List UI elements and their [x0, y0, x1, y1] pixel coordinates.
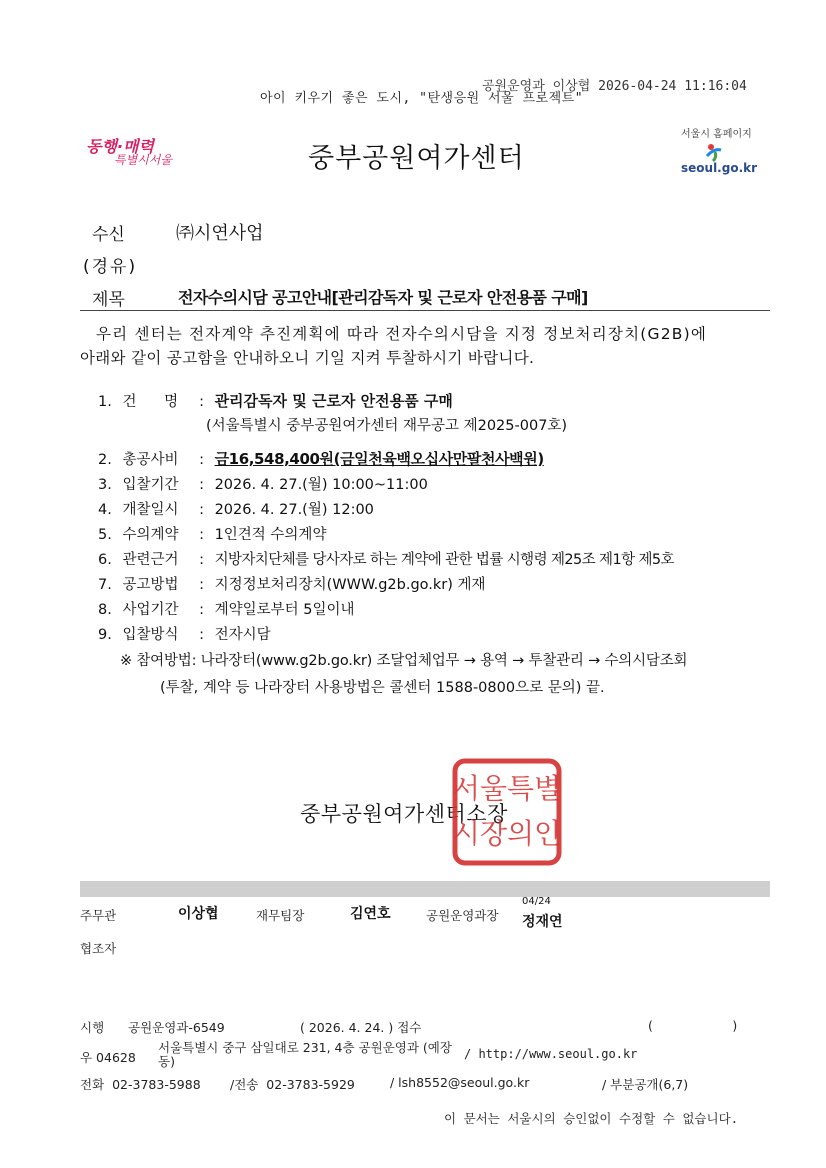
- intro-line-1: 우리 센터는 전자계약 추진계획에 따라 전자수의시담을 지정 정보처리장치(G2B)에: [96, 325, 708, 343]
- zip-code: 우 04628: [80, 1050, 136, 1065]
- via-label: (경유): [83, 257, 138, 277]
- seoul-symbol-icon: [703, 140, 725, 162]
- item-number: 9.: [98, 627, 112, 643]
- recipient-value: ㈜시연사업: [176, 223, 264, 244]
- enforce-date: ( 2026. 4. 24. ) 접수: [300, 1020, 422, 1035]
- homepage-caption: 서울시 홈페이지: [681, 129, 752, 140]
- logo-line-2: 특별시서울: [114, 153, 172, 167]
- approver-2-title: 재무팀장: [256, 908, 305, 923]
- subject-label: 제목: [92, 290, 125, 310]
- intro-line-2: 아래와 같이 공고함을 안내하오니 기일 지켜 투찰하시기 바랍니다.: [80, 349, 535, 367]
- item-value: 2026. 4. 27.(월) 10:00~11:00: [214, 477, 428, 493]
- item-value: 지방자치단체를 당사자로 하는 계약에 관한 법률 시행령 제25조 제1항 제5호: [214, 552, 674, 568]
- svg-text:시장의인: 시장의인: [452, 817, 562, 850]
- item-7: 7. 공고방법 : 지정정보처리장치(WWW.g2b.go.kr) 게재: [98, 573, 486, 594]
- item-value: 2026. 4. 27.(월) 12:00: [214, 502, 374, 518]
- item-8: 8. 사업기간 : 계약일로부터 5일이내: [98, 598, 354, 619]
- slogan: 아이 키우기 좋은 도시, "탄생응원 서울 프로젝트": [260, 91, 584, 106]
- subject-divider: [80, 310, 770, 311]
- address: 서울특별시 중구 삼일대로 231, 4층 공원운영과 (예장동): [158, 1040, 452, 1069]
- note-line-1: ※ 참여방법: 나라장터(www.g2b.go.kr) 조달업체업무 → 용역 → 투찰관리 → 수의시담조회: [120, 653, 688, 669]
- item-label: 공고방법: [122, 577, 179, 593]
- approver-1-name: 이상협: [178, 906, 219, 922]
- item-number: 6.: [98, 552, 112, 568]
- item-9: 9. 입찰방식 : 전자시담: [98, 623, 271, 644]
- note-line-2: (투찰, 계약 등 나라장터 사용방법은 콜센터 1588-0800으로 문의) 끝.: [160, 680, 605, 696]
- print-stamp: 공원운영과 이상협 2026-04-24 11:16:04: [482, 79, 747, 94]
- cooperator-label: 협조자: [80, 941, 117, 956]
- item-label: 입찰방식: [122, 627, 179, 643]
- signer: 중부공원여가센터소장: [300, 802, 508, 826]
- item-value: 전자시담: [214, 627, 271, 643]
- item-label: 사업기간: [122, 602, 179, 618]
- fax: /전송 02-3783-5929: [230, 1077, 355, 1092]
- homepage-domain: seoul.go.kr: [681, 161, 758, 175]
- logo-line-1: 동행·매력: [86, 137, 154, 156]
- item-number: 3.: [98, 477, 112, 493]
- item-2: 2. 총공사비 : 금16,548,400원(금일천육백오십사만팔천사백원): [98, 450, 544, 468]
- item-value: 계약일로부터 5일이내: [214, 602, 355, 618]
- item-5: 5. 수의계약 : 1인견적 수의계약: [98, 523, 326, 544]
- recipient-label: 수신: [92, 225, 125, 245]
- doc-number: 공원운영과-6549: [128, 1020, 225, 1035]
- item-1-sub: (서울특별시 중부공원여가센터 재무공고 제2025-007호): [206, 418, 568, 434]
- item-1: 1. 건 명 : 관리감독자 및 근로자 안전용품 구매: [98, 392, 453, 410]
- homepage-link[interactable]: / http://www.seoul.go.kr: [464, 1047, 638, 1061]
- item-label: 관련근거: [122, 552, 179, 568]
- enforce-label: 시행: [80, 1020, 105, 1035]
- approver-3-date: 04/24: [522, 896, 551, 907]
- official-seal: [452, 758, 562, 866]
- item-label: 개찰일시: [122, 502, 179, 518]
- item-number: 1.: [98, 394, 112, 410]
- item-4: 4. 개찰일시 : 2026. 4. 27.(월) 12:00: [98, 498, 374, 519]
- org-title: 중부공원여가센터: [308, 143, 525, 174]
- approver-1-title: 주무관: [80, 908, 117, 923]
- item-number: 2.: [98, 452, 112, 468]
- subject-value: 전자수의시담 공고안내[관리감독자 및 근로자 안전용품 구매]: [178, 288, 588, 307]
- item-number: 7.: [98, 577, 112, 593]
- item-number: 5.: [98, 527, 112, 543]
- item-value: 지정정보처리장치(WWW.g2b.go.kr) 게재: [214, 577, 486, 593]
- item-label: 수의계약: [122, 527, 179, 543]
- item-number: 8.: [98, 602, 112, 618]
- item-label: 건 명: [122, 394, 179, 410]
- seoul-slogan-logo: [86, 134, 186, 174]
- approver-3-name: 정재연: [522, 914, 563, 930]
- seoul-homepage-logo[interactable]: [681, 125, 771, 180]
- modification-notice: 이 문서는 서울시의 승인없이 수정할 수 없습니다.: [444, 1111, 739, 1126]
- item-label: 입찰기간: [122, 477, 179, 493]
- item-3: 3. 입찰기간 : 2026. 4. 27.(월) 10:00~11:00: [98, 473, 428, 494]
- disclosure: / 부분공개(6,7): [602, 1077, 689, 1092]
- item-value: 관리감독자 및 근로자 안전용품 구매: [214, 392, 453, 410]
- item-6: 6. 관련근거 : 지방자치단체를 당사자로 하는 계약에 관한 법률 시행령 제25조 제1항 제5호: [98, 548, 674, 569]
- svg-text:서울특별: 서울특별: [452, 772, 562, 805]
- item-label: 총공사비: [122, 452, 179, 468]
- receipt-field: ( ): [648, 1018, 738, 1033]
- item-value: 1인견적 수의계약: [214, 527, 327, 543]
- approver-2-name: 김연호: [350, 906, 391, 922]
- approver-3-title: 공원운영과장: [426, 908, 499, 923]
- phone: 전화 02-3783-5988: [80, 1077, 201, 1092]
- item-value: 금16,548,400원(금일천육백오십사만팔천사백원): [214, 450, 544, 468]
- item-number: 4.: [98, 502, 112, 518]
- approval-bar: [80, 881, 770, 897]
- email[interactable]: / lsh8552@seoul.go.kr: [390, 1075, 530, 1090]
